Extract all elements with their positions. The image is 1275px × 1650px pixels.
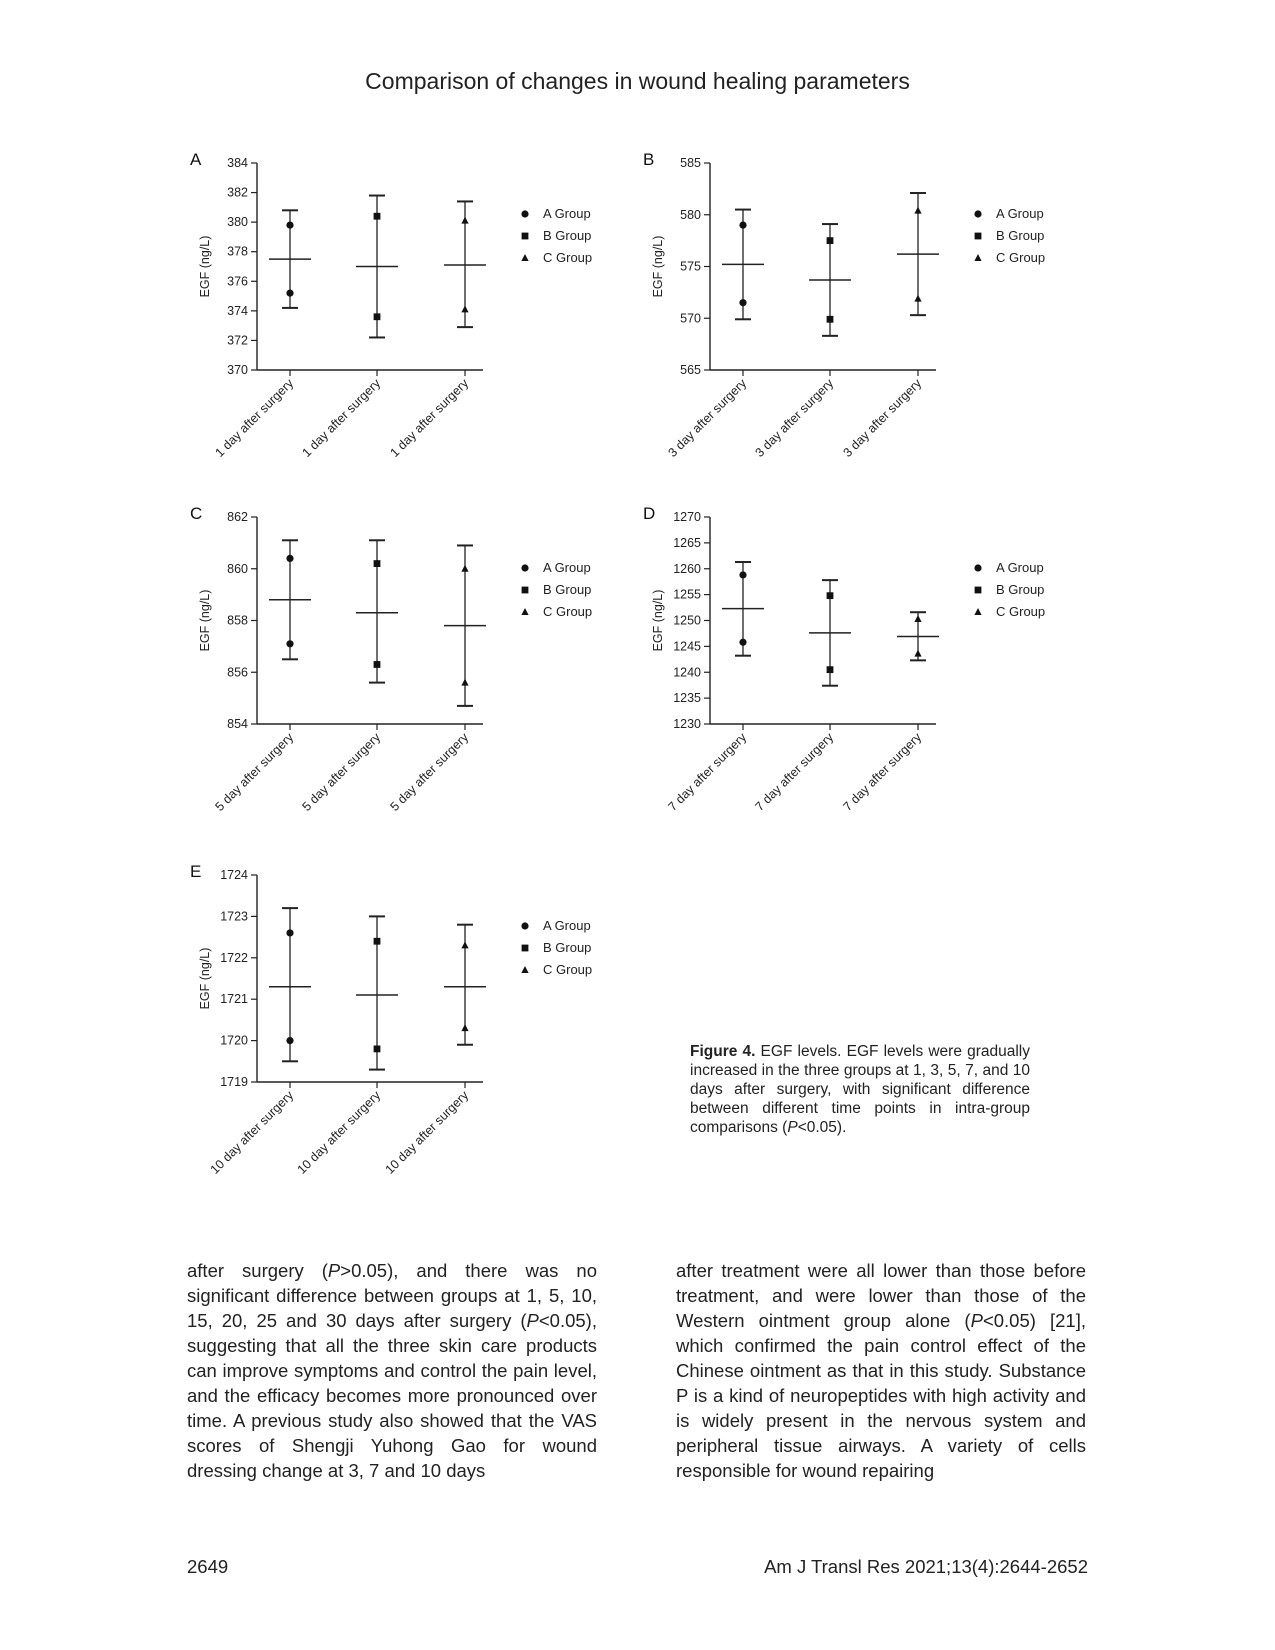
- x-tick-label: 10 day after surgery: [294, 1088, 384, 1177]
- y-tick-label: 1720: [220, 1033, 248, 1048]
- x-tick-label: 10 day after surgery: [207, 1088, 297, 1177]
- y-tick-label: 1260: [673, 561, 701, 576]
- legend-label: C Group: [543, 250, 593, 265]
- data-point: [461, 565, 468, 572]
- legend-marker: [521, 564, 528, 571]
- legend-label: B Group: [996, 582, 1045, 597]
- data-point: [286, 640, 293, 647]
- y-tick-label: 1245: [673, 639, 701, 654]
- x-tick-label: 3 day after surgery: [752, 376, 837, 460]
- legend-label: A Group: [543, 918, 591, 933]
- body-text-segment: after treatment were all lower than those before treatment, and were lower than those of the Western ointment group alone (: [676, 1260, 1086, 1331]
- y-tick-label: 370: [227, 363, 248, 377]
- legend-marker: [975, 233, 982, 240]
- x-tick-label: 1 day after surgery: [387, 376, 472, 460]
- data-point: [461, 1024, 468, 1031]
- data-point: [286, 222, 293, 229]
- legend-label: A Group: [996, 206, 1044, 221]
- legend-marker: [974, 210, 981, 217]
- body-text-segment: after surgery (: [187, 1260, 328, 1281]
- legend-marker: [522, 945, 529, 952]
- running-header: Comparison of changes in wound healing parameters: [365, 68, 910, 94]
- y-tick-label: 382: [227, 185, 248, 200]
- panel-d-chart: [628, 502, 1098, 847]
- data-point: [461, 217, 468, 224]
- data-point: [374, 938, 381, 945]
- legend-marker: [522, 587, 529, 594]
- legend-marker: [975, 587, 982, 594]
- data-point: [827, 666, 834, 673]
- y-tick-label: 1250: [673, 613, 701, 628]
- x-tick-label: 1 day after surgery: [212, 376, 297, 460]
- y-tick-label: 374: [227, 303, 248, 318]
- x-tick-label: 5 day after surgery: [299, 730, 384, 814]
- legend-marker: [521, 254, 528, 261]
- y-tick-label: 585: [680, 156, 701, 170]
- legend-marker: [974, 564, 981, 571]
- y-tick-label: 565: [680, 363, 701, 377]
- data-point: [374, 213, 381, 220]
- figure-label: Figure 4.: [690, 1043, 756, 1060]
- journal-citation: Am J Transl Res 2021;13(4):2644-2652: [764, 1556, 1088, 1577]
- x-tick-label: 3 day after surgery: [665, 376, 750, 460]
- figure-panel-c: [175, 502, 645, 852]
- x-tick-label: 10 day after surgery: [382, 1088, 472, 1177]
- figure-panel-e: [175, 860, 645, 1215]
- data-point: [374, 661, 381, 668]
- data-point: [914, 650, 921, 657]
- data-point: [374, 560, 381, 567]
- x-tick-label: 5 day after surgery: [212, 730, 297, 814]
- legend-label: A Group: [543, 206, 591, 221]
- legend-marker: [974, 254, 981, 261]
- data-point: [286, 929, 293, 936]
- y-tick-label: 1240: [673, 665, 701, 680]
- panel-b-chart: [628, 148, 1098, 493]
- y-tick-label: 1270: [673, 510, 701, 524]
- legend-label: A Group: [996, 560, 1044, 575]
- body-text-right: [676, 1258, 1086, 1483]
- data-point: [286, 555, 293, 562]
- legend-label: B Group: [996, 228, 1045, 243]
- caption-text-end: <0.05).: [797, 1119, 847, 1136]
- legend-label: B Group: [543, 582, 592, 597]
- data-point: [739, 299, 746, 306]
- y-tick-label: 384: [227, 156, 248, 170]
- panel-letter: D: [643, 504, 656, 523]
- panel-a-chart: [175, 148, 645, 493]
- y-tick-label: 570: [680, 311, 701, 326]
- y-tick-label: 1255: [673, 587, 701, 602]
- panel-letter: B: [643, 150, 655, 169]
- x-tick-label: 7 day after surgery: [752, 730, 837, 814]
- legend-marker: [521, 922, 528, 929]
- y-tick-label: 1722: [220, 950, 248, 965]
- legend-label: C Group: [543, 962, 593, 977]
- p-symbol: P: [787, 1119, 798, 1136]
- data-point: [827, 592, 834, 599]
- legend-label: C Group: [996, 604, 1046, 619]
- figure-caption: [690, 1042, 1030, 1137]
- legend-label: A Group: [543, 560, 591, 575]
- y-tick-label: 858: [227, 613, 248, 628]
- x-tick-label: 5 day after surgery: [387, 730, 472, 814]
- data-point: [739, 571, 746, 578]
- y-axis-label: EGF (ng/L): [198, 589, 212, 652]
- y-tick-label: 376: [227, 274, 248, 289]
- data-point: [374, 1045, 381, 1052]
- y-tick-label: 1230: [673, 717, 701, 731]
- y-tick-label: 380: [227, 215, 248, 230]
- y-tick-label: 860: [227, 561, 248, 576]
- panel-e-chart: [175, 860, 645, 1210]
- legend-label: C Group: [996, 250, 1046, 265]
- body-text-segment: <0.05), suggesting that all the three skin care products can improve symptoms and control the pain level, and the efficacy becomes more pronounced over time. A previous study also showed that the VAS scores of Shengji Yuhong Gao for wound dressing change at 3, 7 and 10 days: [187, 1310, 597, 1481]
- legend-marker: [521, 608, 528, 615]
- y-tick-label: 575: [680, 259, 701, 274]
- body-text-left: [187, 1258, 597, 1483]
- legend-marker: [522, 233, 529, 240]
- y-tick-label: 1721: [220, 992, 248, 1007]
- panel-letter: A: [190, 150, 202, 169]
- y-tick-label: 1723: [220, 909, 248, 924]
- panel-letter: C: [190, 504, 203, 523]
- y-axis-label: EGF (ng/L): [651, 589, 665, 652]
- p-symbol: P: [526, 1310, 539, 1331]
- y-tick-label: 1719: [220, 1075, 248, 1089]
- y-axis-label: EGF (ng/L): [198, 235, 212, 298]
- data-point: [914, 207, 921, 214]
- y-tick-label: 1265: [673, 535, 701, 550]
- legend-marker: [974, 608, 981, 615]
- x-tick-label: 3 day after surgery: [840, 376, 925, 460]
- data-point: [286, 290, 293, 297]
- legend-label: C Group: [543, 604, 593, 619]
- p-symbol: P: [327, 1260, 341, 1281]
- y-tick-label: 854: [227, 717, 248, 731]
- y-tick-label: 372: [227, 333, 248, 348]
- panel-letter: E: [190, 862, 202, 881]
- p-symbol: P: [970, 1310, 983, 1331]
- legend-marker: [521, 966, 528, 973]
- legend-marker: [521, 210, 528, 217]
- x-tick-label: 7 day after surgery: [665, 730, 750, 814]
- figure-panel-a: [175, 148, 645, 498]
- figure-panel-d: [628, 502, 1098, 852]
- y-tick-label: 378: [227, 244, 248, 259]
- panel-c-chart: [175, 502, 645, 847]
- data-point: [461, 941, 468, 948]
- data-point: [374, 313, 381, 320]
- data-point: [286, 1037, 293, 1044]
- body-text-segment: >0.05), and there was no significant difference between groups at 1, 5, 10, 15, 20, 25 and 30 days after surgery (: [187, 1260, 597, 1331]
- y-axis-label: EGF (ng/L): [651, 235, 665, 298]
- figure-panel-b: [628, 148, 1098, 498]
- data-point: [827, 316, 834, 323]
- page-number: 2649: [187, 1556, 229, 1577]
- data-point: [739, 222, 746, 229]
- y-tick-label: 580: [680, 207, 701, 222]
- body-text-segment: <0.05) [21], which confirmed the pain control effect of the Chinese ointment as that in this study. Substance P is a kind of neuropeptides with high activity and is widely present in the nervous system and peripheral tissue airways. A variety of cells responsible for wound repairing: [676, 1310, 1086, 1481]
- x-tick-label: 1 day after surgery: [299, 376, 384, 460]
- y-tick-label: 1235: [673, 691, 701, 706]
- data-point: [827, 237, 834, 244]
- caption-text: EGF levels. EGF levels were gradually increased in the three groups at 1, 3, 5, 7, and 10 days after surgery, with significant difference between different time points in intra-group comparisons (: [690, 1043, 1030, 1136]
- legend-label: B Group: [543, 228, 592, 243]
- y-tick-label: 862: [227, 510, 248, 524]
- x-tick-label: 7 day after surgery: [840, 730, 925, 814]
- data-point: [914, 295, 921, 302]
- data-point: [461, 679, 468, 686]
- data-point: [914, 615, 921, 622]
- y-tick-label: 856: [227, 665, 248, 680]
- y-tick-label: 1724: [220, 868, 248, 882]
- legend-label: B Group: [543, 940, 592, 955]
- data-point: [461, 305, 468, 312]
- y-axis-label: EGF (ng/L): [198, 947, 212, 1010]
- data-point: [739, 639, 746, 646]
